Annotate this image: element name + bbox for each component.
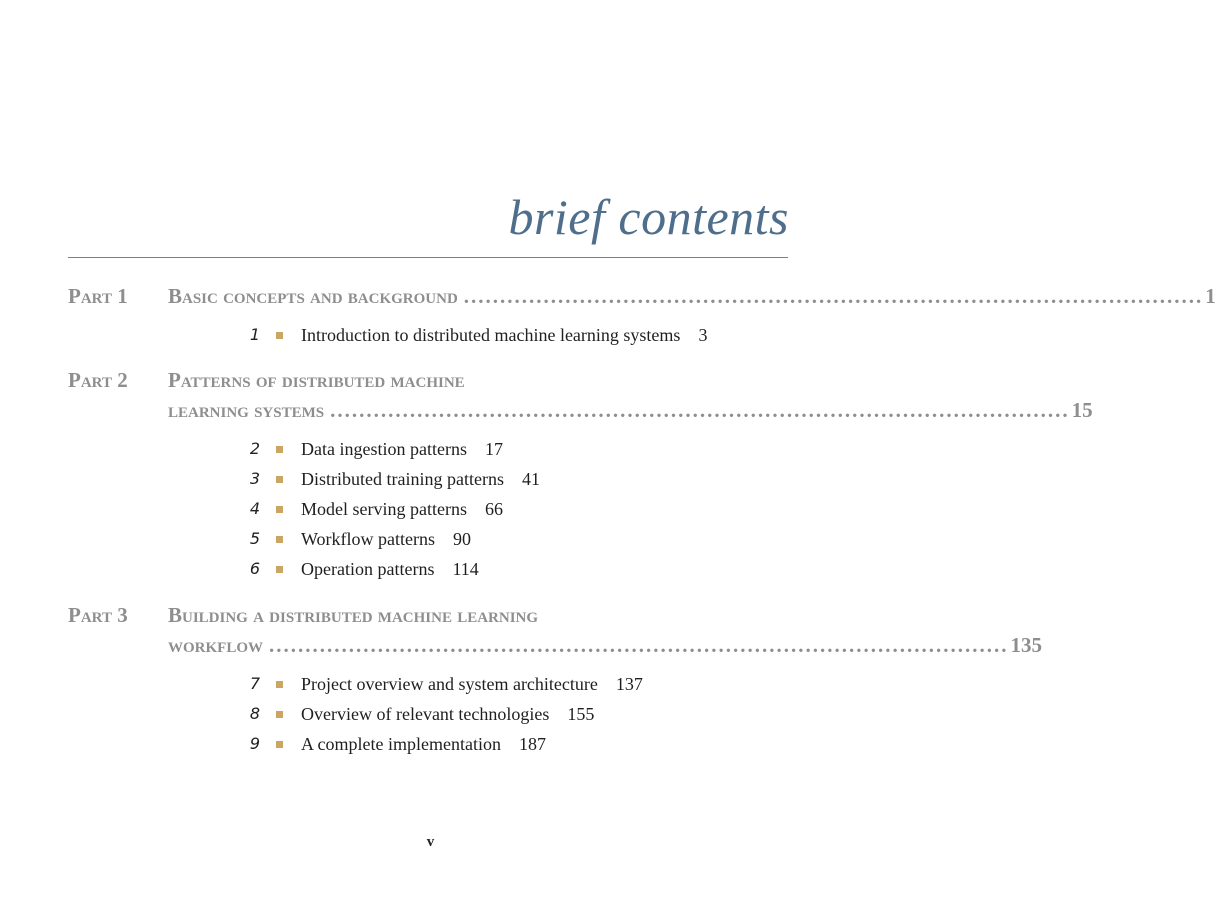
leader-dots: ...................................................................................................... <box>330 398 1070 422</box>
chapter-page-number: 17 <box>484 439 503 459</box>
chapter-title <box>301 494 503 524</box>
chapter-number: 5 <box>249 529 260 548</box>
chapter-title-text: Data ingestion patterns <box>301 439 467 459</box>
chapter-title <box>301 699 594 729</box>
bullet-square-icon <box>276 332 283 339</box>
chapter-page-number: 66 <box>484 499 503 519</box>
bullet-square-icon <box>276 681 283 688</box>
bullet-square-icon <box>276 741 283 748</box>
chapter-title-text: Model serving patterns <box>301 499 467 519</box>
chapter-number: 4 <box>249 499 260 518</box>
chapter-page-number: 114 <box>452 559 479 579</box>
part-title-text: Basic concepts and background <box>168 284 458 308</box>
bullet-square-icon <box>276 446 283 453</box>
part-title[interactable] <box>168 281 1216 311</box>
page-number-footer: v <box>426 834 435 850</box>
bullet-square-icon <box>276 711 283 718</box>
page-title: brief contents <box>508 189 789 245</box>
part-label: Part 3 <box>68 603 128 627</box>
chapter-page-number: 41 <box>521 469 540 489</box>
chapter-title-text: A complete implementation <box>301 734 501 754</box>
chapter-entry[interactable] <box>0 494 861 524</box>
chapter-number: 6 <box>249 559 260 578</box>
part-title-line-2[interactable] <box>168 395 1093 425</box>
chapter-entry[interactable] <box>0 524 861 554</box>
chapter-title <box>301 669 643 699</box>
chapter-entry[interactable] <box>0 320 861 350</box>
chapter-number: 9 <box>249 734 260 753</box>
chapter-entry[interactable] <box>0 554 861 584</box>
part-title-line-1[interactable]: Building a distributed machine learning <box>168 603 539 627</box>
chapter-page-number: 187 <box>518 734 546 754</box>
chapter-number: 8 <box>249 704 260 723</box>
part-title-line-1[interactable]: Patterns of distributed machine <box>168 368 465 392</box>
chapter-page-number: 90 <box>453 529 472 549</box>
chapter-entry[interactable] <box>0 464 861 494</box>
chapter-page-number: 155 <box>567 704 595 724</box>
chapter-title <box>301 554 479 584</box>
part-page-number: 15 <box>1071 398 1093 422</box>
chapter-entry[interactable] <box>0 434 861 464</box>
chapter-title-text: Distributed training patterns <box>301 469 504 489</box>
chapter-title <box>301 524 471 554</box>
chapter-number: 7 <box>249 674 260 693</box>
bullet-square-icon <box>276 476 283 483</box>
chapter-number: 2 <box>249 439 260 458</box>
chapter-title <box>301 729 546 759</box>
chapter-entry[interactable] <box>0 729 861 759</box>
chapter-number: 3 <box>249 469 260 488</box>
bullet-square-icon <box>276 536 283 543</box>
chapter-page-number: 137 <box>615 674 643 694</box>
chapter-entry[interactable] <box>0 699 861 729</box>
part-title-line-2[interactable] <box>168 630 1043 660</box>
part-title-text: learning systems <box>168 398 325 422</box>
chapter-title-text: Overview of relevant technologies <box>301 704 550 724</box>
leader-dots: ...................................................................................................... <box>269 633 1009 657</box>
chapter-title-text: Introduction to distributed machine learning systems <box>301 325 681 345</box>
chapter-title-text: Project overview and system architecture <box>301 674 598 694</box>
chapter-title <box>301 434 503 464</box>
leader-dots: ...................................................................................................... <box>463 284 1204 308</box>
part-page-number: 1 <box>1205 284 1216 308</box>
chapter-number: 1 <box>249 325 260 344</box>
title-divider <box>68 257 788 258</box>
part-label: Part 1 <box>68 284 128 308</box>
chapter-title-text: Operation patterns <box>301 559 435 579</box>
chapter-entry[interactable] <box>0 669 861 699</box>
bullet-square-icon <box>276 506 283 513</box>
part-label: Part 2 <box>68 368 128 392</box>
chapter-title <box>301 320 707 350</box>
chapter-title <box>301 464 540 494</box>
chapter-title-text: Workflow patterns <box>301 529 436 549</box>
chapter-page-number: 3 <box>698 325 708 345</box>
bullet-square-icon <box>276 566 283 573</box>
part-title-text: workflow <box>168 633 264 657</box>
part-page-number: 135 <box>1010 633 1043 657</box>
